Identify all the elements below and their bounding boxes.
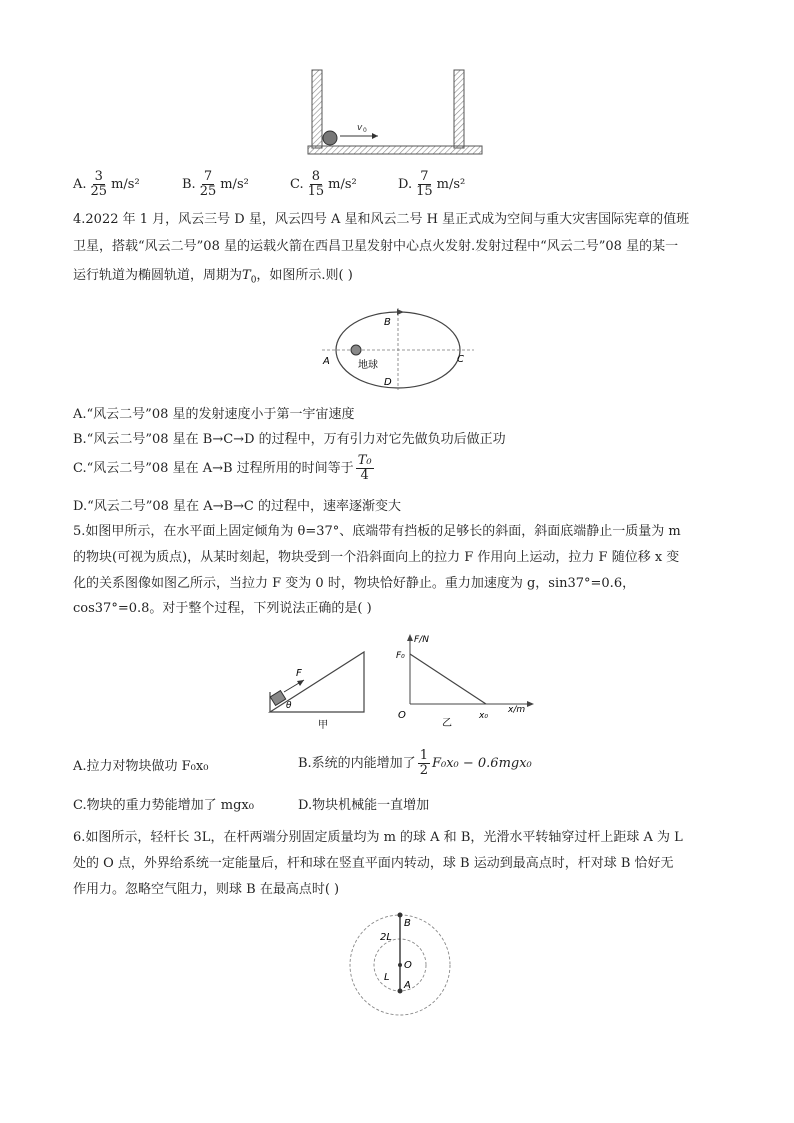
incline-figure [258, 640, 388, 732]
wall-ball-figure [300, 66, 490, 158]
q5-line-2: 的物块(可视为质点)，从某时刻起，物块受到一个沿斜面向上的拉力 F 作用向上运动，拉力 F 随位移 x 变 [73, 550, 680, 565]
q5-option-b[interactable]: B.系统的内能增加了 $\frac{1}{2}$ F₀x₀ − 0.6mgx₀ [298, 748, 532, 778]
q3-option-d[interactable]: D. $\frac{7}{15}$ m/s² [398, 169, 466, 199]
incline [270, 652, 364, 712]
svg-text:A: A [404, 980, 411, 991]
force-displacement-graph [390, 630, 540, 732]
q4-option-c[interactable]: C.“风云二号”08 星在 A→B 过程所用的时间等于 $\frac{\text{T₀}}{4}$ [73, 453, 372, 483]
q4-line-3: 运行轨道为椭圆轨道，周期为$T_0$，如图所示.则( ) [73, 268, 353, 286]
ball-a [398, 989, 403, 994]
svg-text:F/N: F/N [414, 635, 429, 645]
q5-line-1: 5.如图甲所示，在水平面上固定倾角为 θ=37°、底端带有挡板的足够长的斜面，斜面底端静止一质量为 m [73, 524, 681, 539]
q4-line-1: 4.2022 年 1 月，风云三号 D 星，风云四号 A 星和风云二号 H 星正式成为空间与重大灾害国际宪章的值班 [73, 212, 690, 227]
q5-option-d[interactable]: D.物块机械能一直增加 [298, 798, 430, 813]
svg-text:L: L [384, 972, 390, 983]
svg-text:乙: 乙 [442, 718, 452, 729]
pivot-o [398, 963, 402, 967]
q5-line-3: 化的关系图像如图乙所示，当拉力 F 变为 0 时，物块恰好静止。重力加速度为 g，sin37°=0.6， [73, 576, 636, 591]
svg-text:F₀: F₀ [396, 651, 405, 661]
svg-text:A: A [323, 356, 330, 367]
ball-b [398, 913, 403, 918]
q6-line-3: 作用力。忽略空气阻力，则球 B 在最高点时( ) [73, 882, 340, 897]
svg-text:O: O [398, 710, 406, 721]
q4-option-a[interactable]: A.“风云二号”08 星的发射速度小于第一宇宙速度 [73, 407, 355, 422]
svg-text:x₀: x₀ [479, 711, 488, 721]
svg-text:x/m: x/m [508, 705, 526, 715]
q6-line-2: 处的 O 点，外界给系统一定能量后，杆和球在竖直平面内转动，球 B 运动到最高点时，杆对球 B 恰好无 [73, 856, 674, 871]
svg-text:2L: 2L [380, 932, 392, 943]
q5-option-a[interactable]: A.拉力对物块做功 F₀x₀ [73, 759, 209, 774]
floor [308, 146, 482, 154]
q4-option-b[interactable]: B.“风云二号”08 星在 B→C→D 的过程中，万有引力对它先做负功后做正功 [73, 432, 506, 447]
svg-text:O: O [404, 960, 412, 971]
earth-label: 地球 [358, 360, 378, 371]
q4-line-2: 卫星，搭载“风云二号”08 星的运载火箭在西昌卫星发射中心点火发射.发射过程中“风云二号”08 星的某一 [73, 239, 679, 254]
velocity-label: v [357, 123, 363, 133]
velocity-sub: 0 [363, 127, 367, 134]
q5-line-4: cos37°=0.8。对于整个过程，下列说法正确的是( ) [73, 601, 372, 616]
orbit-direction-arrow [397, 309, 404, 315]
right-wall [454, 70, 464, 148]
left-wall [312, 70, 322, 148]
svg-text:甲: 甲 [318, 720, 328, 731]
q3-option-c[interactable]: C. $\frac{8}{15}$ m/s² [290, 169, 357, 199]
svg-text:B: B [384, 317, 391, 328]
q3-option-a[interactable]: A. $\frac{3}{25}$ m/s² [73, 169, 140, 199]
force-line [410, 654, 486, 704]
q5-option-c[interactable]: C.物块的重力势能增加了 mgx₀ [73, 798, 254, 813]
orbit-figure [318, 300, 478, 392]
svg-text:C: C [457, 354, 464, 365]
q3-option-b[interactable]: B. $\frac{7}{25}$ m/s² [182, 169, 249, 199]
svg-text:D: D [384, 377, 392, 388]
svg-text:θ: θ [286, 701, 292, 711]
q4-option-d[interactable]: D.“风云二号”08 星在 A→B→C 的过程中，速率逐渐变大 [73, 499, 401, 514]
earth [351, 345, 361, 355]
svg-text:B: B [404, 918, 411, 929]
q6-line-1: 6.如图所示，轻杆长 3L，在杆两端分别固定质量均为 m 的球 A 和 B，光滑水平转轴穿过杆上距球 A 为 L [73, 830, 683, 845]
rotating-rod-figure [340, 908, 460, 1018]
ball [323, 131, 337, 145]
svg-text:F: F [296, 668, 302, 679]
